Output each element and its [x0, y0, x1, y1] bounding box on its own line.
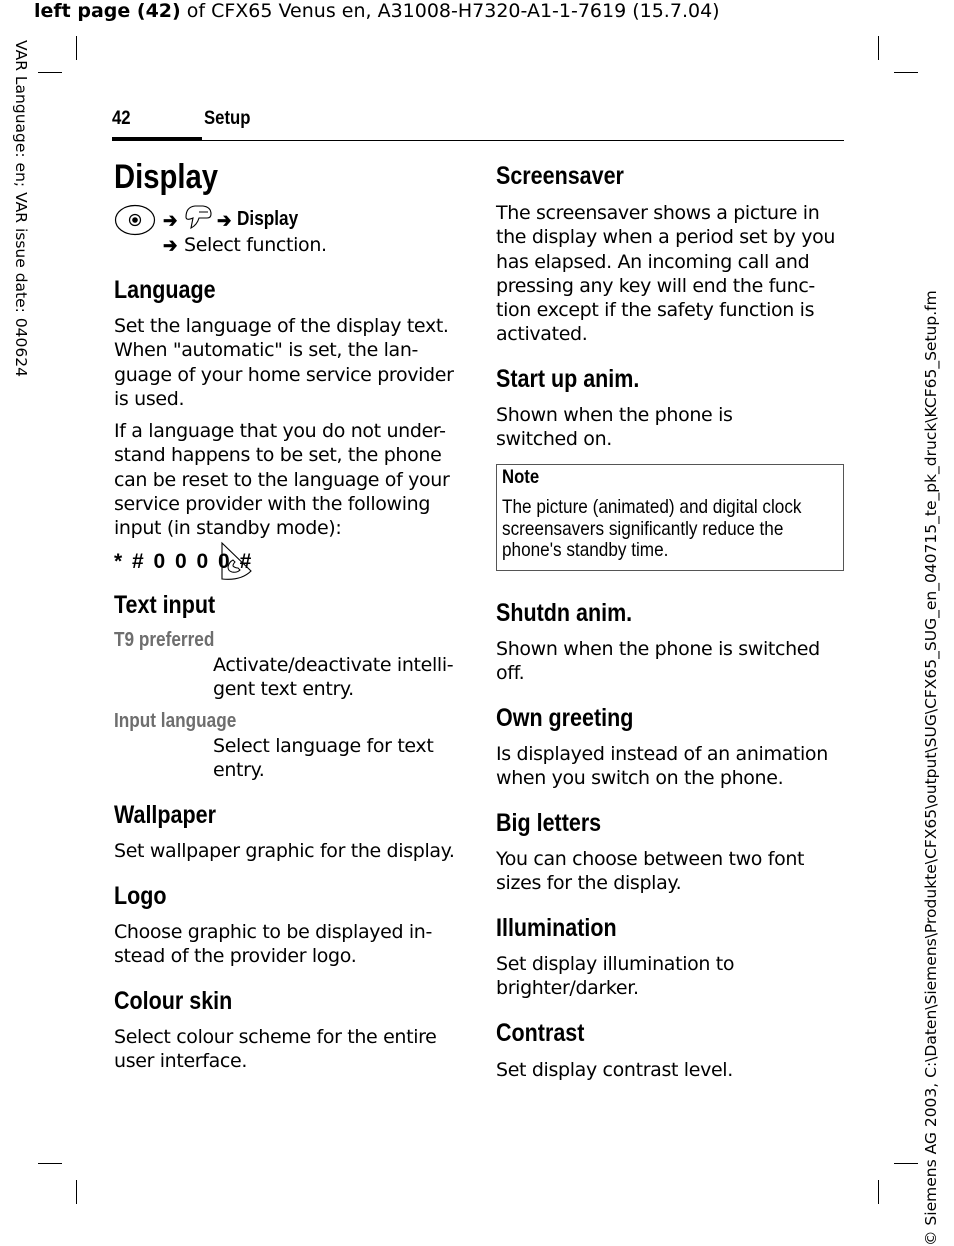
crop-mark: [878, 1180, 879, 1204]
crop-mark: [38, 72, 62, 73]
illumination-text: Set display illumination to brighter/darker.: [496, 953, 735, 1000]
side-label-left: [8, 40, 30, 400]
nav-arrow-1: ➔: [163, 210, 178, 232]
print-meta-line: [34, 0, 720, 22]
heading-text-input: Text input: [114, 591, 216, 619]
header-rule: [202, 140, 844, 141]
page-title: Display: [114, 158, 219, 196]
own-greeting-text: Is displayed instead of an animation when you switch on the phone.: [496, 743, 828, 790]
print-meta-rest: of CFX65 Venus en, A31008-H7320-A1-1-7619 (15.7.04): [180, 0, 720, 22]
screensaver-text: The screensaver shows a picture in the display when a period set by you has elapsed. An incoming call and pressing any key will end the func- tion except if the safety function is activated.: [496, 202, 836, 346]
colour-skin-text: Select colour scheme for the entire user interface.: [114, 1026, 437, 1073]
side-text-left: VAR Language: en; VAR issue date: 040624: [12, 40, 30, 377]
crop-mark: [76, 36, 77, 60]
start-up-anim-text: Shown when the phone is switched on.: [496, 404, 733, 451]
nav-arrow-2: ➔: [217, 210, 232, 232]
nav-select-function: Select function.: [184, 234, 327, 256]
language-paragraph-2: If a language that you do not under- stand happens to be set, the phone can be reset to the language of your service provider with the following input (in standby mode):: [114, 420, 450, 540]
note-text: The picture (animated) and digital clock screensavers significantly reduce the phone's standby time.: [502, 496, 802, 561]
crop-mark: [894, 1163, 918, 1164]
side-text-right: © Siemens AG 2003, C:\Daten\Siemens\Produkte\CFX65\output\SUG\CFX65_SUG_en_040715_te_pk_druck\KCF65_Setup.fm: [922, 290, 940, 1246]
crop-mark: [878, 36, 879, 60]
heading-contrast: Contrast: [496, 1019, 585, 1047]
shutdn-anim-text: Shown when the phone is switched off.: [496, 638, 820, 685]
logo-text: Choose graphic to be displayed in- stead of the provider logo.: [114, 921, 433, 968]
crop-mark: [76, 1180, 77, 1204]
heading-wallpaper: Wallpaper: [114, 801, 216, 829]
reset-code: * # 0 0 0 0 #: [114, 550, 254, 573]
big-letters-text: You can choose between two font sizes for the display.: [496, 848, 805, 895]
crop-mark: [894, 72, 918, 73]
heading-language: Language: [114, 276, 216, 304]
page-number: 42: [112, 108, 131, 129]
setup-menu-icon: [183, 203, 215, 231]
contrast-text: Set display contrast level.: [496, 1059, 733, 1081]
nav-menu-display: Display: [237, 208, 299, 230]
nav-key-icon: [114, 204, 156, 236]
header-rule-thick: [112, 137, 202, 141]
call-key-icon: [219, 541, 253, 581]
heading-shutdn-anim: Shutdn anim.: [496, 599, 633, 627]
heading-start-up-anim: Start up anim.: [496, 365, 640, 393]
input-language-description: Select language for text entry.: [213, 735, 434, 782]
heading-illumination: Illumination: [496, 914, 617, 942]
t9-description: Activate/deactivate intelli- gent text entry.: [213, 654, 454, 701]
side-label-right: [918, 236, 944, 1246]
option-input-language: Input language: [114, 710, 237, 732]
language-paragraph-1: Set the language of the display text. When "automatic" is set, the lan- guage of your home service provider is used.: [114, 315, 454, 410]
wallpaper-text: Set wallpaper graphic for the display.: [114, 840, 455, 862]
note-title: Note: [502, 467, 540, 488]
heading-logo: Logo: [114, 882, 167, 910]
option-t9-preferred: T9 preferred: [114, 629, 215, 651]
print-meta-bold: left page (42): [34, 0, 181, 22]
heading-colour-skin: Colour skin: [114, 987, 233, 1015]
heading-screensaver: Screensaver: [496, 162, 624, 190]
section-title: Setup: [204, 108, 251, 129]
heading-big-letters: Big letters: [496, 809, 602, 837]
crop-mark: [38, 1163, 62, 1164]
heading-own-greeting: Own greeting: [496, 704, 634, 732]
nav-arrow-3: ➔: [163, 235, 178, 257]
